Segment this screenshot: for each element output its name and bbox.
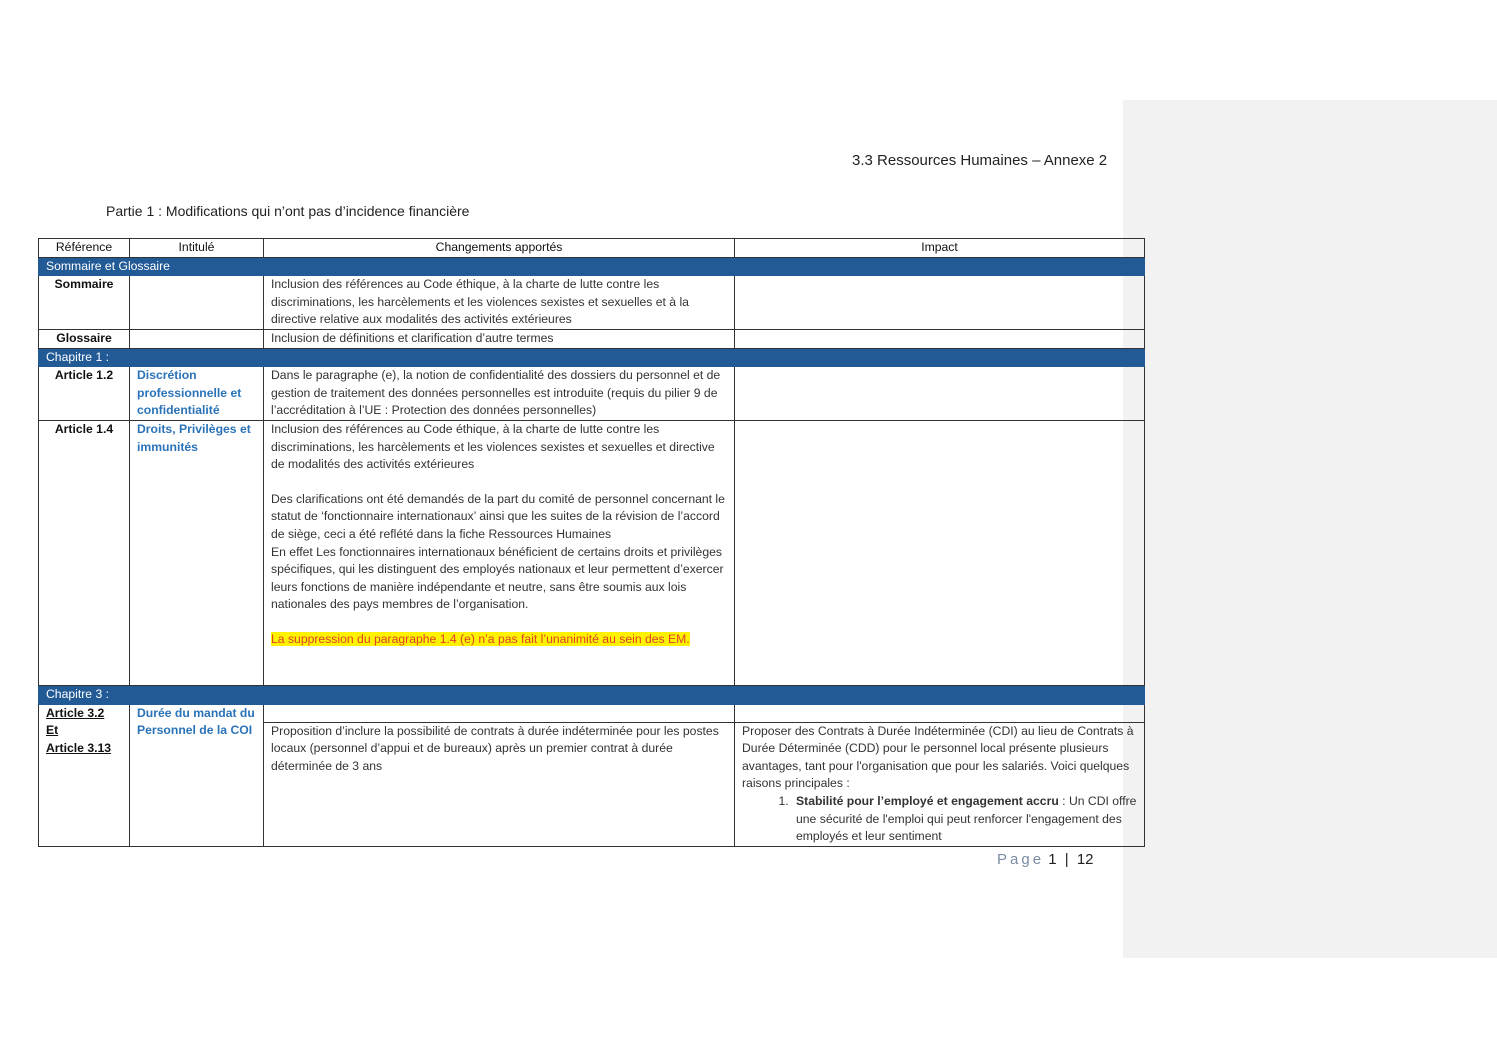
changes-table bbox=[38, 238, 1145, 847]
row-impact bbox=[735, 367, 1145, 421]
reference-line: Et bbox=[46, 723, 59, 738]
page-total: 12 bbox=[1076, 851, 1094, 868]
changes-paragraph: En effet Les fonctionnaires internationaux bénéficient de certains droits et privilèges spécifiques, qui les distinguent des employés nationaux et leur permettent d’exercer leurs fonctions de manière indépendante et neutre, sans être soumis aux lois nationales des pays membres de l’organisation. bbox=[271, 544, 724, 612]
band-label: Chapitre 3 : bbox=[39, 685, 1145, 704]
row-changes-empty bbox=[264, 704, 735, 722]
paragraph-gap bbox=[271, 614, 727, 631]
impact-intro: Proposer des Contrats à Durée Indéterminée (CDI) au lieu de Contrats à Durée Déterminée (CDD) pour le personnel local présente plusieurs avantages, tant pour l'organisation que pour les salariés. Voici quelques raisons principales : bbox=[742, 723, 1134, 791]
row-impact bbox=[735, 276, 1145, 330]
table-row bbox=[39, 329, 1145, 348]
row-changes: Inclusion de définitions et clarification d’autre termes bbox=[264, 329, 735, 348]
band-label: Chapitre 1 : bbox=[39, 348, 1145, 367]
impact-item-bold: Stabilité pour l’employé et engagement accru bbox=[796, 793, 1059, 808]
band-row-sommaire bbox=[39, 257, 1145, 276]
table-row bbox=[39, 420, 1145, 685]
band-label: Sommaire et Glossaire bbox=[39, 257, 1145, 276]
row-changes bbox=[264, 420, 735, 685]
column-header-reference: Référence bbox=[39, 239, 130, 258]
page-separator: | bbox=[1064, 851, 1069, 868]
row-impact bbox=[735, 329, 1145, 348]
row-impact-empty bbox=[735, 704, 1145, 722]
page-word: Page bbox=[997, 851, 1045, 868]
row-title bbox=[130, 276, 264, 330]
impact-list-item bbox=[792, 793, 1137, 846]
changes-paragraph: Des clarifications ont été demandés de la part du comité de personnel concernant le statut de ‘fonctionnaire internationaux’ ainsi que les suites de la révision de l’accord de siège, ceci a été reflété dans la fiche Ressources Humaines bbox=[271, 491, 725, 541]
row-impact bbox=[735, 722, 1145, 846]
document-header: 3.3 Ressources Humaines – Annexe 2 bbox=[852, 152, 1108, 169]
row-title: Droits, Privilèges et immunités bbox=[130, 420, 264, 685]
row-title: Durée du mandat du Personnel de la COI bbox=[130, 704, 264, 846]
column-header-changements: Changements apportés bbox=[264, 239, 735, 258]
table-row bbox=[39, 704, 1145, 722]
section-title: Partie 1 : Modifications qui n’ont pas d’incidence financière bbox=[106, 203, 470, 219]
row-reference: Article 1.4 bbox=[39, 420, 130, 685]
row-reference: Sommaire bbox=[39, 276, 130, 330]
row-reference: Article 1.2 bbox=[39, 367, 130, 421]
reference-line: Article 3.2 bbox=[46, 705, 105, 720]
page-footer bbox=[997, 851, 1094, 868]
row-title: Discrétion professionnelle et confidentialité bbox=[130, 367, 264, 421]
row-title bbox=[130, 329, 264, 348]
impact-list bbox=[742, 793, 1137, 846]
highlighted-note bbox=[271, 631, 727, 649]
column-header-intitule: Intitulé bbox=[130, 239, 264, 258]
row-changes: Inclusion des références au Code éthique, à la charte de lutte contre les discriminations, les harcèlements et les violences sexistes et sexuelles et à la directive relative aux modalités des activités extérieures bbox=[264, 276, 735, 330]
row-reference bbox=[39, 704, 130, 846]
comment-pane bbox=[1123, 100, 1497, 958]
table-row bbox=[39, 367, 1145, 421]
band-row-chapitre-3 bbox=[39, 685, 1145, 704]
page-number: 1 bbox=[1048, 851, 1057, 868]
highlight-text: La suppression du paragraphe 1.4 (e) n’a pas fait l’unanimité au sein des EM. bbox=[271, 631, 690, 646]
paragraph-gap bbox=[271, 474, 727, 491]
table-row bbox=[39, 276, 1145, 330]
row-changes: Proposition d’inclure la possibilité de contrats à durée indéterminée pour les postes locaux (personnel d’appui et de bureaux) après un premier contrat à durée déterminée de 3 ans bbox=[264, 722, 735, 846]
row-impact bbox=[735, 420, 1145, 685]
reference-line: Article 3.13 bbox=[46, 740, 112, 755]
changes-paragraph: Inclusion des références au Code éthique, à la charte de lutte contre les discriminations, les harcèlements et les violences sexistes et sexuelles et directive de modalités des activités extérieures bbox=[271, 421, 715, 472]
band-row-chapitre-1 bbox=[39, 348, 1145, 367]
row-changes: Dans le paragraphe (e), la notion de confidentialité des dossiers du personnel et de gestion de traitement des données personnelles est introduite (requis du pilier 9 de l’accréditation à l’UE : Protection des données personnelles) bbox=[264, 367, 735, 421]
column-header-impact: Impact bbox=[735, 239, 1145, 258]
impact-item-text: : Un CDI offre une sécurité de l'emploi qui peut renforcer l'engagement des employés et leur sentiment bbox=[796, 793, 1137, 844]
table-header-row bbox=[39, 239, 1145, 258]
row-reference: Glossaire bbox=[39, 329, 130, 348]
